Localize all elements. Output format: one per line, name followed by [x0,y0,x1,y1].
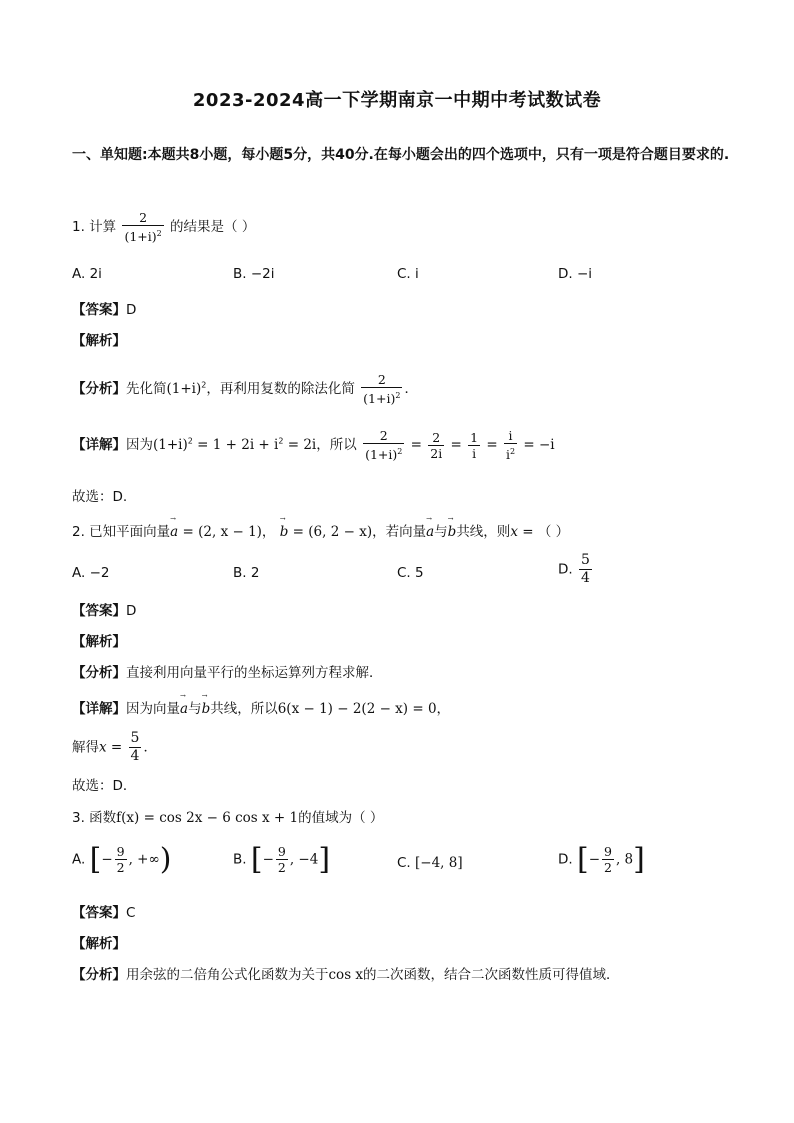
q1-analysis-label: 【解析】 [72,333,126,349]
q1-conclusion: 故选：D. [72,489,128,505]
q2-fenxi: 【分析】直接利用向量平行的坐标运算列方程求解． [72,665,383,681]
q3-answer: 【答案】C [72,905,136,921]
q3-option-b: B. [− $\frac{9}{2}$ , −4] [233,842,331,877]
q1-option-a: A. 2i [72,266,102,282]
q2-option-c: C. 5 [397,565,424,581]
section-heading: 一、单知题:本题共8小题，每小题5分，共40分.在每小题会出的四个选项中，只有一项是符合题目要求的. [72,147,730,163]
page-title: 2023-2024高一下学期南京一中期中考试数试卷 [192,90,602,111]
q2-answer: 【答案】D [72,603,137,619]
q1-option-b: B. −2i [233,266,275,282]
q1-prefix: 1. 计算 [72,219,117,236]
q3-fenxi: 【分析】用余弦的二倍角公式化函数为关于cos x的二次函数，结合二次函数性质可得值域． [72,967,620,983]
q2-detail: 【详解】因为向量→ a与→ b共线，所以6(x − 1) − 2(2 − x) = 0， [72,697,450,717]
q2-conclusion: 故选：D． [72,778,137,794]
q1-answer: 【答案】D [72,302,137,318]
q1-option-c: C. i [397,266,419,282]
q2-option-b: B. 2 [233,565,260,581]
q2-option-a: A. −2 [72,565,110,581]
q1-detail: 【详解】因为$(1+i)^2 = 1 + 2i + i^2 = 2i$，所以 $\frac{2}{(1+i)^2}$ = $\frac{2}{2i}$ = $\frac{1}{i}$ = $\frac{i}{i^2}$ = −i [72,428,555,463]
q2-solve: 解得x = $\frac{5}{4}$ ． [72,730,157,764]
q3-option-c: C. [−4, 8] [397,855,463,871]
q2-analysis-label: 【解析】 [72,634,126,650]
q3-option-a: A. [− $\frac{9}{2}$ , +∞) [72,842,172,877]
q3-analysis-label: 【解析】 [72,936,126,952]
question-1 [72,210,255,244]
q1-suffix: 的结果是（ ） [170,219,256,236]
question-2: 2. 已知平面向量→ a = (2, x − 1)， → b = (6, 2 − x)，若向量→ a与→ b共线，则x = （ ） [72,520,569,540]
q1-fenxi: 【分析】先化简$(1+i)^2$，再利用复数的除法化简 $\frac{2}{(1+i)^2}$ ． [72,372,418,407]
q1-fraction: $\frac{2}{(1+i)^2}$ [124,210,162,245]
question-3: 3. 函数f(x) = cos 2x − 6 cos x + 1的值域为（ ） [72,810,384,826]
q2-option-d: D. $\frac{5}{4}$ [558,552,590,586]
q3-option-d: D. [− $\frac{9}{2}$ , 8] [558,842,645,877]
q1-option-d: D. −i [558,266,593,282]
